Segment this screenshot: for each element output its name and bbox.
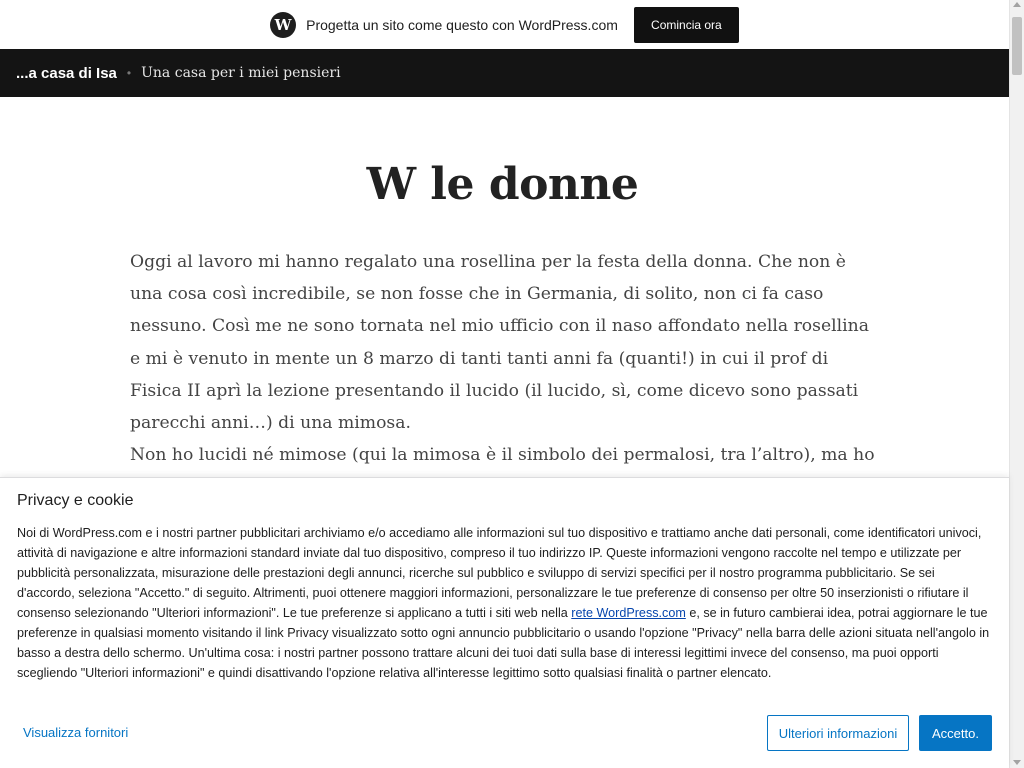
view-vendors-link[interactable]: Visualizza fornitori <box>23 725 129 740</box>
accept-button[interactable]: Accetto. <box>919 715 992 751</box>
post-paragraph: Oggi al lavoro mi hanno regalato una rosellina per la festa della donna. Che non è una cosa così incredibile, se non fosse che in Germania, di solito, non ci fa caso nessuno. Così me ne sono tornata nel mio ufficio con il naso affondato nella rosellina e mi è venuto in mente un 8 marzo di tanti tanti anni fa (quanti!) in cui il prof di Fisica II aprì la lezione presentando il lucido (il lucido, sì, come dicevo sono passati parecchi anni…) di una mimosa. <box>130 252 869 434</box>
promo-text[interactable]: Progetta un sito come questo con WordPress.com <box>306 16 618 33</box>
page-scrollbar[interactable] <box>1009 0 1024 768</box>
post-body <box>130 246 875 504</box>
cookie-text-part: e, se in futuro cambierai idea, potrai aggiornare le tue preferenze in qualsiasi momento visitando il link Privacy visualizzato sotto ogni annuncio pubblicitario o usando l'opzione "Privacy" nella barra delle azioni situata nell'angolo in basso a destra dello schermo. Un'ultima cosa: i nostri partner possono trattare alcuni dei tuoi dati sulla base di interessi legittimi invece del consenso, ma puoi opporti scegliendo "Ulteriori informazioni" e quindi disattivando l'opzione relativa all'interesse legittimo sotto qualsiasi finalità o partner elencato. <box>17 606 990 680</box>
cookie-actions <box>0 715 1009 753</box>
cookie-banner-title: Privacy e cookie <box>17 492 134 509</box>
cookie-text-part: Noi di WordPress.com e i nostri partner pubblicitari archiviamo e/o accediamo alle informazioni sul tuo dispositivo e trattiamo anche dati personali, come identificatori univoci, attività di navigazione e altre informazioni standard inviate dal tuo dispositivo, compreso il tuo indirizzo IP. Queste informazioni vengono raccolte nel tempo e utilizzate per pubblicità personalizzata, misurazione delle prestazioni degli annunci, ricerche sul pubblico e sviluppo di servizi specifici per il nostro programma pubblicitario. Se sei d'accordo, seleziona "Accetto." di seguito. Altrimenti, puoi ottenere maggiori informazioni, personalizzare le tue preferenze di consenso per oltre 50 inserzionisti o rifiutare il consenso selezionando "Ulteriori informazioni". Le tue preferenze si applicano a tutti i siti web nella <box>17 526 982 620</box>
site-header <box>0 49 1009 97</box>
cookie-banner-text <box>17 523 992 683</box>
start-now-button[interactable]: Comincia ora <box>634 7 739 43</box>
header-separator: • <box>126 66 132 80</box>
scroll-up-arrow-icon[interactable] <box>1013 2 1021 7</box>
post-article <box>130 97 875 504</box>
more-info-button[interactable]: Ulteriori informazioni <box>767 715 909 751</box>
scrollbar-thumb[interactable] <box>1012 17 1022 75</box>
post-paragraph: Non ho lucidi né mimose (qui la mimosa è il simbolo dei permalosi, tra l’altro), ma ho <box>130 445 875 466</box>
site-title[interactable]: ...a casa di Isa <box>16 64 117 82</box>
post-title: W le donne <box>366 159 639 210</box>
wordpress-logo-icon[interactable]: W <box>270 12 296 38</box>
wordpress-network-link[interactable]: rete WordPress.com <box>571 606 686 620</box>
promo-banner <box>0 0 1009 49</box>
scroll-down-arrow-icon[interactable] <box>1013 760 1021 765</box>
site-tagline: Una casa per i miei pensieri <box>141 65 341 81</box>
cookie-consent-banner <box>0 477 1009 768</box>
